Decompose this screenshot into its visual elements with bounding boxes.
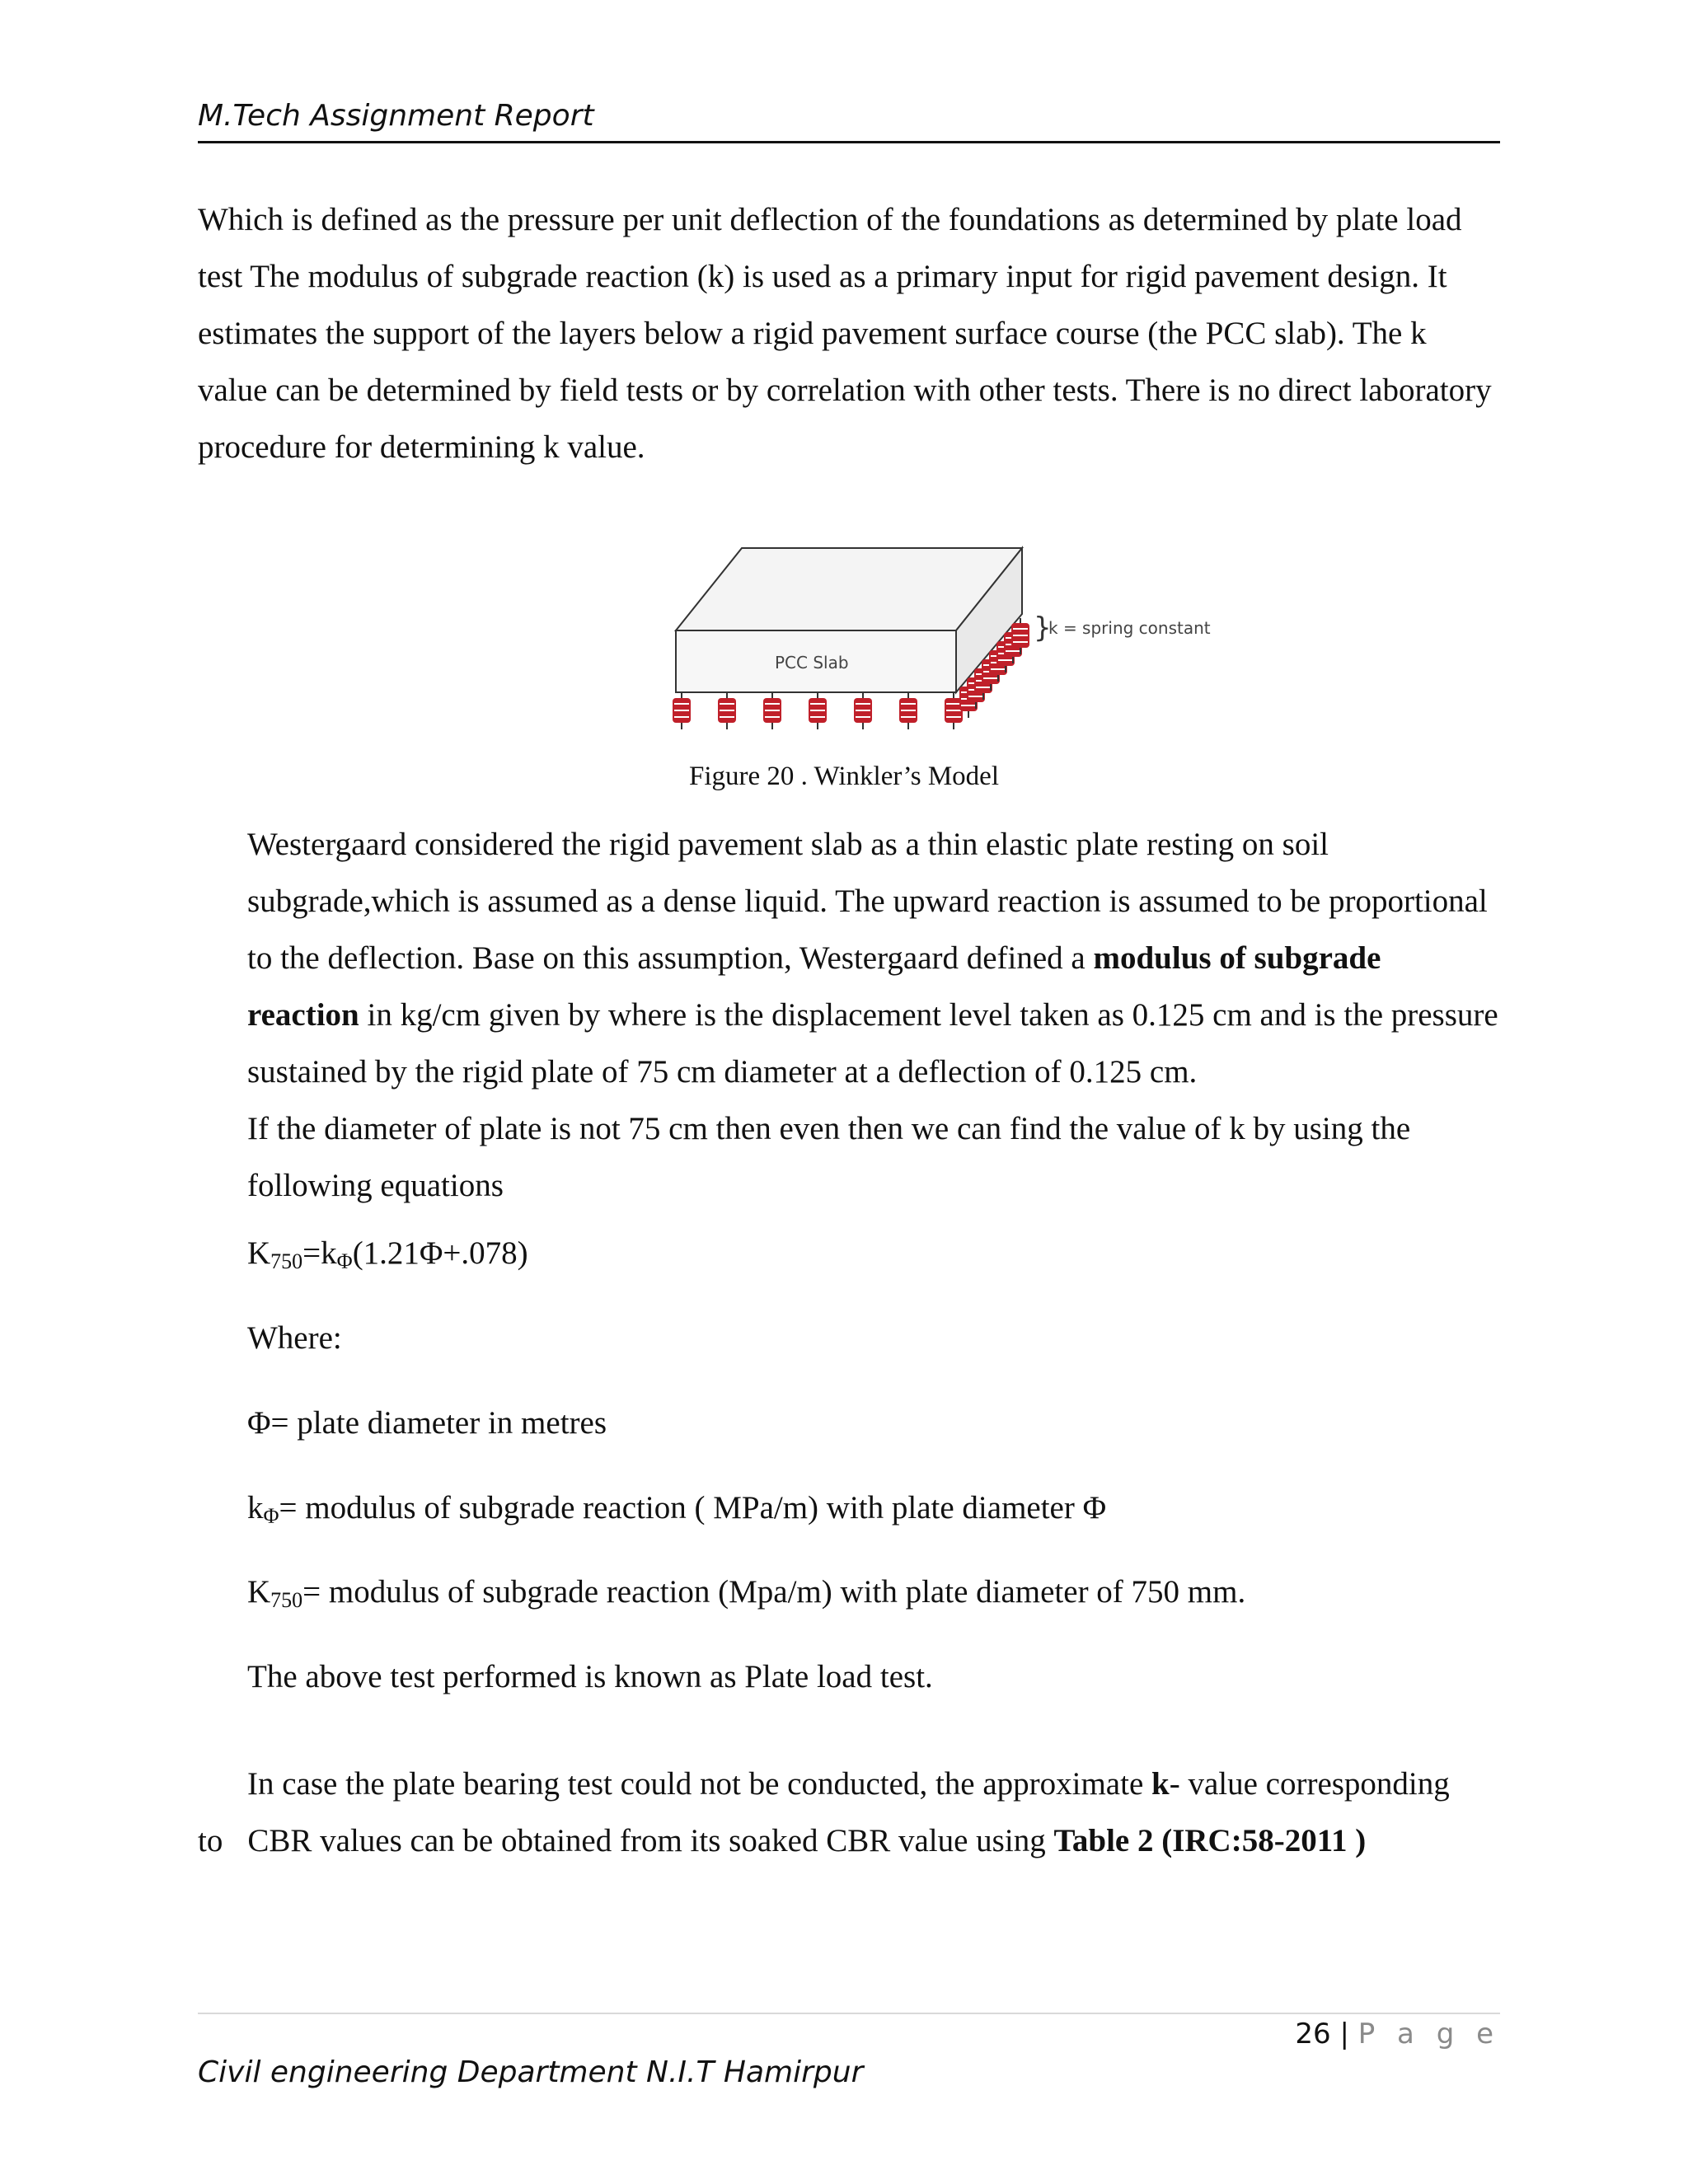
footer-rule (198, 2013, 1500, 2014)
phi-definition: Φ= plate diameter in metres (247, 1405, 607, 1441)
winkler-model-figure (511, 540, 1236, 754)
page-number-value: 26 (1295, 2018, 1331, 2050)
cbr-paragraph (198, 1755, 1517, 1869)
cbr-line-2 (198, 1812, 1517, 1869)
kphi-text: = modulus of subgrade reaction ( MPa/m) with plate diameter Φ (279, 1490, 1107, 1526)
eq-equals-k: =k (302, 1235, 337, 1271)
kphi-definition (247, 1489, 1106, 1526)
eq-rest: (1.21Φ+.078) (352, 1235, 528, 1271)
westergaard-text-3: If the diameter of plate is not 75 cm then even then we can find the value of k by using the following equations (247, 1111, 1411, 1203)
pcc-slab (676, 548, 1022, 692)
bottom-springs (673, 693, 963, 729)
cbr-table-ref: Table 2 (IRC:58-2011 ) (1053, 1823, 1367, 1858)
slab-label: PCC Slab (775, 653, 849, 673)
spring-icon (899, 693, 917, 729)
westergaard-bold-term: modulus of subgrade reaction (247, 940, 1381, 1033)
spring-constant-label: k = spring constant (1048, 618, 1211, 638)
k750-k: K (247, 1574, 271, 1610)
k750-sub: 750 (270, 1588, 303, 1612)
plate-load-sentence: The above test performed is known as Plate load test. (247, 1659, 933, 1694)
eq-sub-phi: Φ (336, 1249, 353, 1273)
spring-icon (854, 693, 872, 729)
k750-definition (247, 1573, 1245, 1610)
footer-department: Civil engineering Department N.I.T Hamirpur (198, 2055, 864, 2089)
running-header: M.Tech Assignment Report (198, 99, 594, 133)
page-label: P a g e (1357, 2018, 1500, 2050)
where-label: Where: (247, 1320, 342, 1356)
cbr-line-1 (198, 1755, 1517, 1812)
header-rule (198, 141, 1500, 143)
k750-text: = modulus of subgrade reaction (Mpa/m) with plate diameter of 750 mm. (302, 1574, 1246, 1610)
spring-brace: } (1034, 612, 1052, 644)
cbr-text-a: In case the plate bearing test could not be conducted, the approximate (247, 1766, 1152, 1802)
page-separator: | (1339, 2018, 1349, 2050)
spring-icon (763, 693, 781, 729)
cbr-text-c: CBR values can be obtained from its soaked CBR value using (247, 1823, 1054, 1858)
page-number (1295, 2018, 1500, 2050)
cbr-to: to (198, 1823, 223, 1858)
spring-icon (718, 693, 736, 729)
westergaard-text-1: Westergaard considered the rigid pavement slab as a thin elastic plate resting on soil subgrade,which is assumed as a dense liquid. The upward reaction is assumed to be proportional to the deflection. Base on this assumption, Westergaard defined a (247, 827, 1488, 976)
cbr-text-b: - value corresponding (1169, 1766, 1450, 1802)
kphi-sub: Φ (263, 1504, 279, 1528)
equation-k750 (247, 1235, 528, 1272)
cbr-bold-k: k (1151, 1766, 1170, 1802)
eq-k: K (247, 1235, 271, 1271)
intro-paragraph: Which is defined as the pressure per unit deflection of the foundations as determined by plate load test The modulus of subgrade reaction (k) is used as a primary input for rigid pavement design. It estimates the support of the layers below a rigid pavement surface course (the PCC slab). The k value can be determined by field tests or by correlation with other tests. There is no direct laboratory procedure for determining k value. (198, 202, 1492, 465)
westergaard-text-2: in kg/cm given by where is the displacement level taken as 0.125 cm and is the pressure sustained by the rigid plate of 75 cm diameter at a deflection of 0.125 cm. (247, 997, 1498, 1090)
eq-sub-750: 750 (270, 1249, 303, 1273)
spring-icon (673, 693, 691, 729)
westergaard-paragraph (247, 816, 1500, 1214)
spring-icon (809, 693, 827, 729)
kphi-k: k (247, 1490, 264, 1526)
figure-caption: Figure 20 . Winkler’s Model (688, 762, 999, 791)
